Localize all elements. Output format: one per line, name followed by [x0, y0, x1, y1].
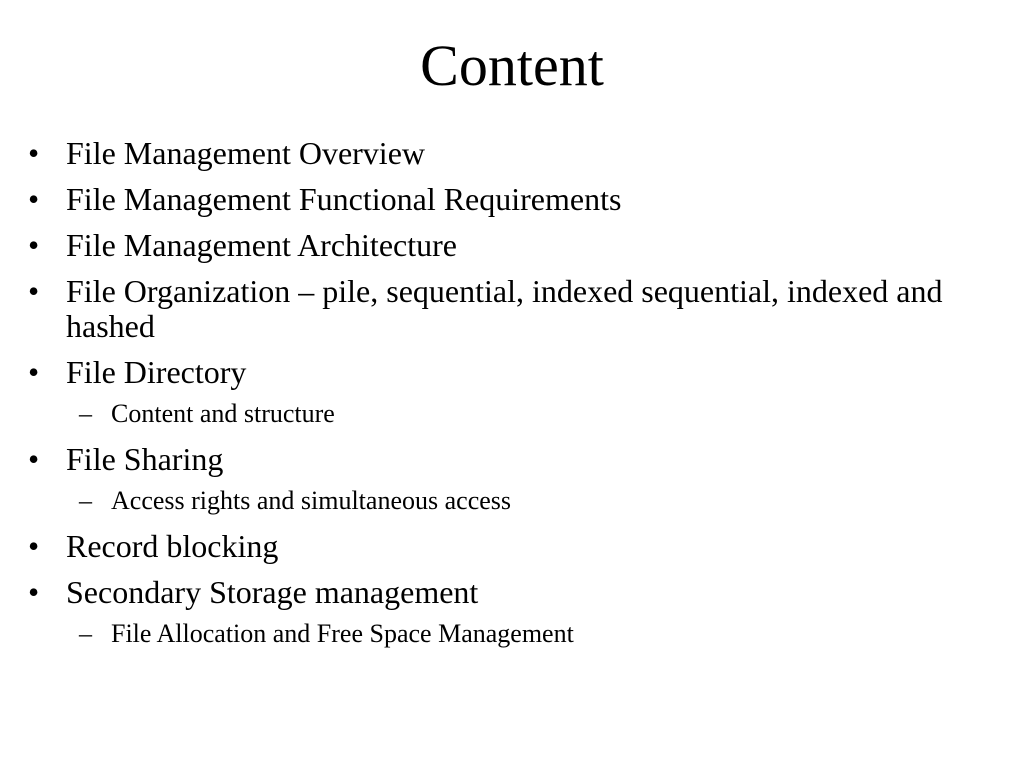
bullet-icon: • — [28, 528, 40, 564]
dash-icon: – — [79, 486, 92, 515]
list-item — [26, 575, 986, 649]
list-item — [26, 274, 986, 344]
list-item-text: File Management Overview — [66, 135, 425, 171]
list-item — [26, 529, 986, 564]
content-list — [26, 136, 986, 662]
list-item — [26, 136, 986, 171]
list-item — [26, 182, 986, 217]
bullet-icon: • — [28, 227, 40, 263]
bullet-icon: • — [28, 441, 40, 477]
list-item-text: File Organization – pile, sequential, indexed sequential, indexed and hashed — [66, 273, 943, 344]
sub-list-item — [66, 399, 986, 429]
sub-list-item-text: Content and structure — [111, 399, 335, 428]
list-item-text: File Sharing — [66, 441, 224, 477]
sub-list-item — [66, 486, 986, 516]
list-item — [26, 442, 986, 516]
slide-title: Content — [420, 33, 604, 98]
list-item-text: Secondary Storage management — [66, 574, 479, 610]
sub-list — [66, 399, 986, 429]
list-item-text: File Management Functional Requirements — [66, 181, 622, 217]
list-item-text: File Directory — [66, 354, 247, 390]
sub-list — [66, 619, 986, 649]
bullet-icon: • — [28, 135, 40, 171]
sub-list-item — [66, 619, 986, 649]
list-item — [26, 228, 986, 263]
dash-icon: – — [79, 619, 92, 648]
dash-icon: – — [79, 399, 92, 428]
bullet-icon: • — [28, 181, 40, 217]
bullet-icon: • — [28, 354, 40, 390]
list-item — [26, 355, 986, 429]
sub-list — [66, 486, 986, 516]
bullet-icon: • — [28, 574, 40, 610]
list-item-text: Record blocking — [66, 528, 279, 564]
list-item-text: File Management Architecture — [66, 227, 457, 263]
sub-list-item-text: Access rights and simultaneous access — [111, 486, 512, 515]
bullet-icon: • — [28, 273, 40, 309]
sub-list-item-text: File Allocation and Free Space Management — [111, 619, 574, 648]
